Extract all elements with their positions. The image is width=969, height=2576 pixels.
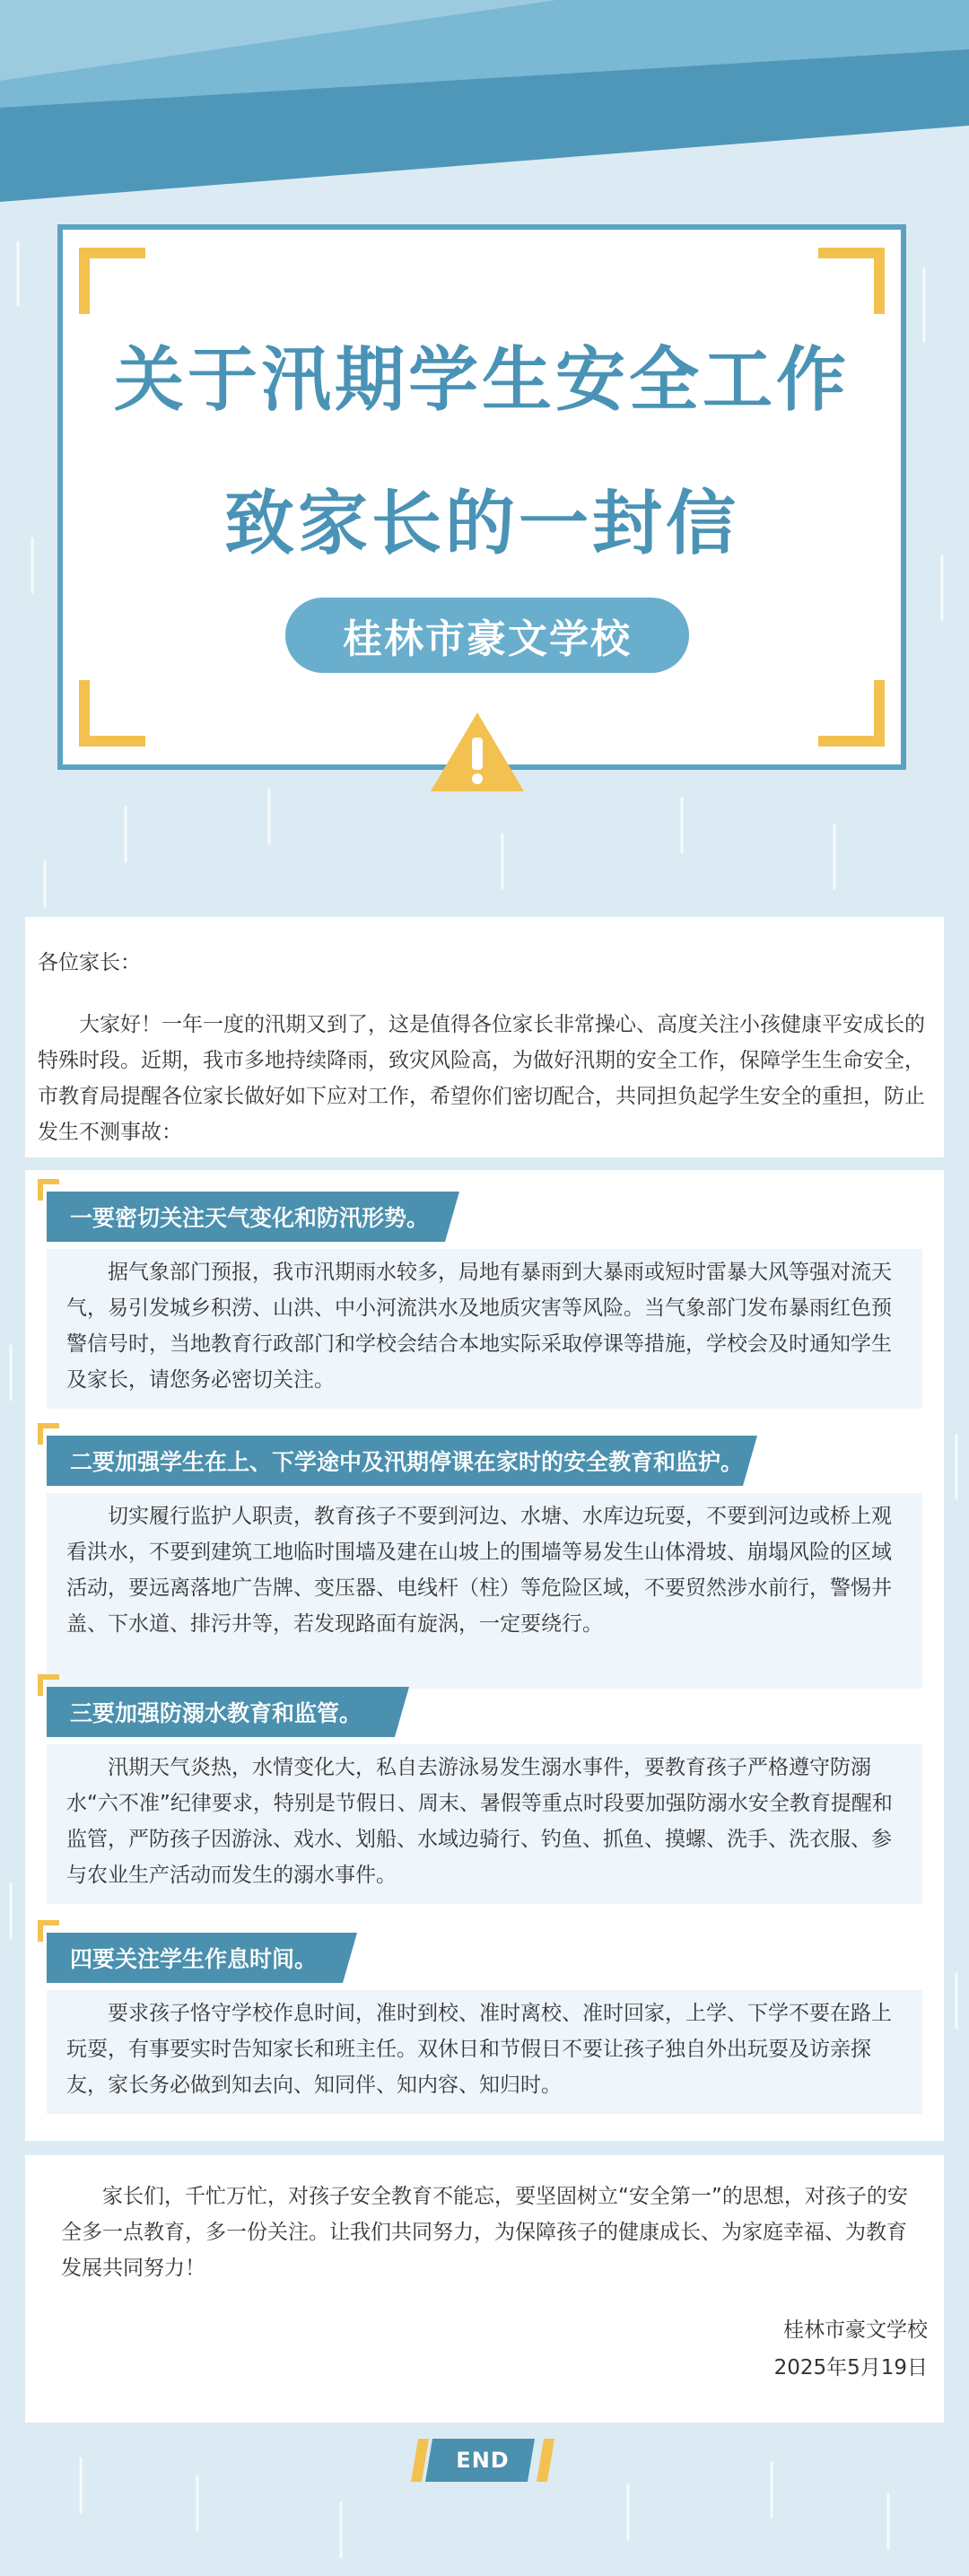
section-text-1: 据气象部门预报，我市汛期雨水较多，局地有暴雨到大暴雨或短时雷暴大风等强对流天气，易引发城乡积涝、山洪、中小河流洪水及地质灾害等风险。当气象部门发布暴雨红色预警信号时，当地教育行政部门和学校会结合本地实际采取停课等措施，学校会及时通知学生及家长，请您务必密切关注。: [66, 1261, 892, 1392]
section-heading-2: 二要加强学生在上、下学途中及汛期停课在家时的安全教育和监护。: [47, 1436, 743, 1486]
section-content-3: [47, 1744, 922, 1904]
school-badge: 桂林市豪文学校: [285, 598, 689, 673]
intro-paragraph: 大家好！一年一度的汛期又到了，这是值得各位家长非常操心、高度关注小孩健康平安成长的特殊时段。近期，我市多地持续降雨，致灾风险高，为做好汛期的安全工作，保障学生生命安全，市教育局提醒各位家长做好如下应对工作，希望你们密切配合，共同担负起学生安全的重担，防止发生不测事故：: [38, 1013, 925, 1144]
letter-date: 2025年5月19日: [773, 2356, 928, 2380]
section-text-4: 要求孩子恪守学校作息时间，准时到校、准时离校、准时回家，上学、下学不要在路上玩耍，有事要实时告知家长和班主任。双休日和节假日不要让孩子独自外出玩耍及访亲探友，家长务必做到知去向、知同伴、知内容、知归时。: [66, 2002, 892, 2097]
warning-triangle-icon: [427, 709, 528, 795]
section-text-3: 汛期天气炎热，水情变化大，私自去游泳易发生溺水事件，要教育孩子严格遵守防溺水“六不准”纪律要求，特别是节假日、周末、暑假等重点时段要加强防溺水安全教育提醒和监管，严防孩子因游泳、戏水、划船、水域边骑行、钓鱼、抓鱼、摸螺、洗手、洗衣服、参与农业生产活动而发生的溺水事件。: [66, 1756, 893, 1887]
section-content-4: [47, 1990, 922, 2114]
closing-panel: [25, 2155, 944, 2423]
corner-decoration: [818, 248, 885, 314]
title-card: [57, 224, 906, 770]
end-badge: [411, 2439, 554, 2482]
section-content-1: [47, 1249, 922, 1409]
section-heading-4: 四要关注学生作息时间。: [47, 1933, 343, 1983]
section-heading-1: 一要密切关注天气变化和防汛形势。: [47, 1192, 445, 1242]
page-title-line1: 关于汛期学生安全工作: [113, 340, 850, 421]
corner-decoration: [79, 248, 145, 314]
corner-decoration: [79, 680, 145, 747]
closing-paragraph: 家长们，千忙万忙，对孩子安全教育不能忘，要坚固树立“安全第一”的思想，对孩子的安全多一点教育，多一份关注。让我们共同努力，为保障孩子的健康成长、为家庭幸福、为教育发展共同努力！: [61, 2185, 908, 2280]
intro-panel: [25, 917, 944, 1157]
greeting: 各位家长：: [38, 951, 141, 974]
corner-decoration: [818, 680, 885, 747]
section-heading-3: 三要加强防溺水教育和监管。: [47, 1687, 395, 1737]
end-label: END: [456, 2448, 510, 2473]
signature: 桂林市豪文学校: [783, 2318, 928, 2342]
section-content-2: [47, 1493, 922, 1689]
sections-panel: [25, 1170, 944, 2141]
header-banner: [0, 0, 969, 215]
page-title-line2: 致家长的一封信: [223, 484, 739, 564]
section-text-2: 切实履行监护人职责，教育孩子不要到河边、水塘、水库边玩耍，不要到河边或桥上观看洪水，不要到建筑工地临时围墙及建在山坡上的围墙等易发生山体滑坡、崩塌风险的区域活动，要远离落地广告牌、变压器、电线杆（柱）等危险区域，不要贸然涉水前行，警惕井盖、下水道、排污井等，若发现路面有旋涡，一定要绕行。: [66, 1505, 892, 1636]
